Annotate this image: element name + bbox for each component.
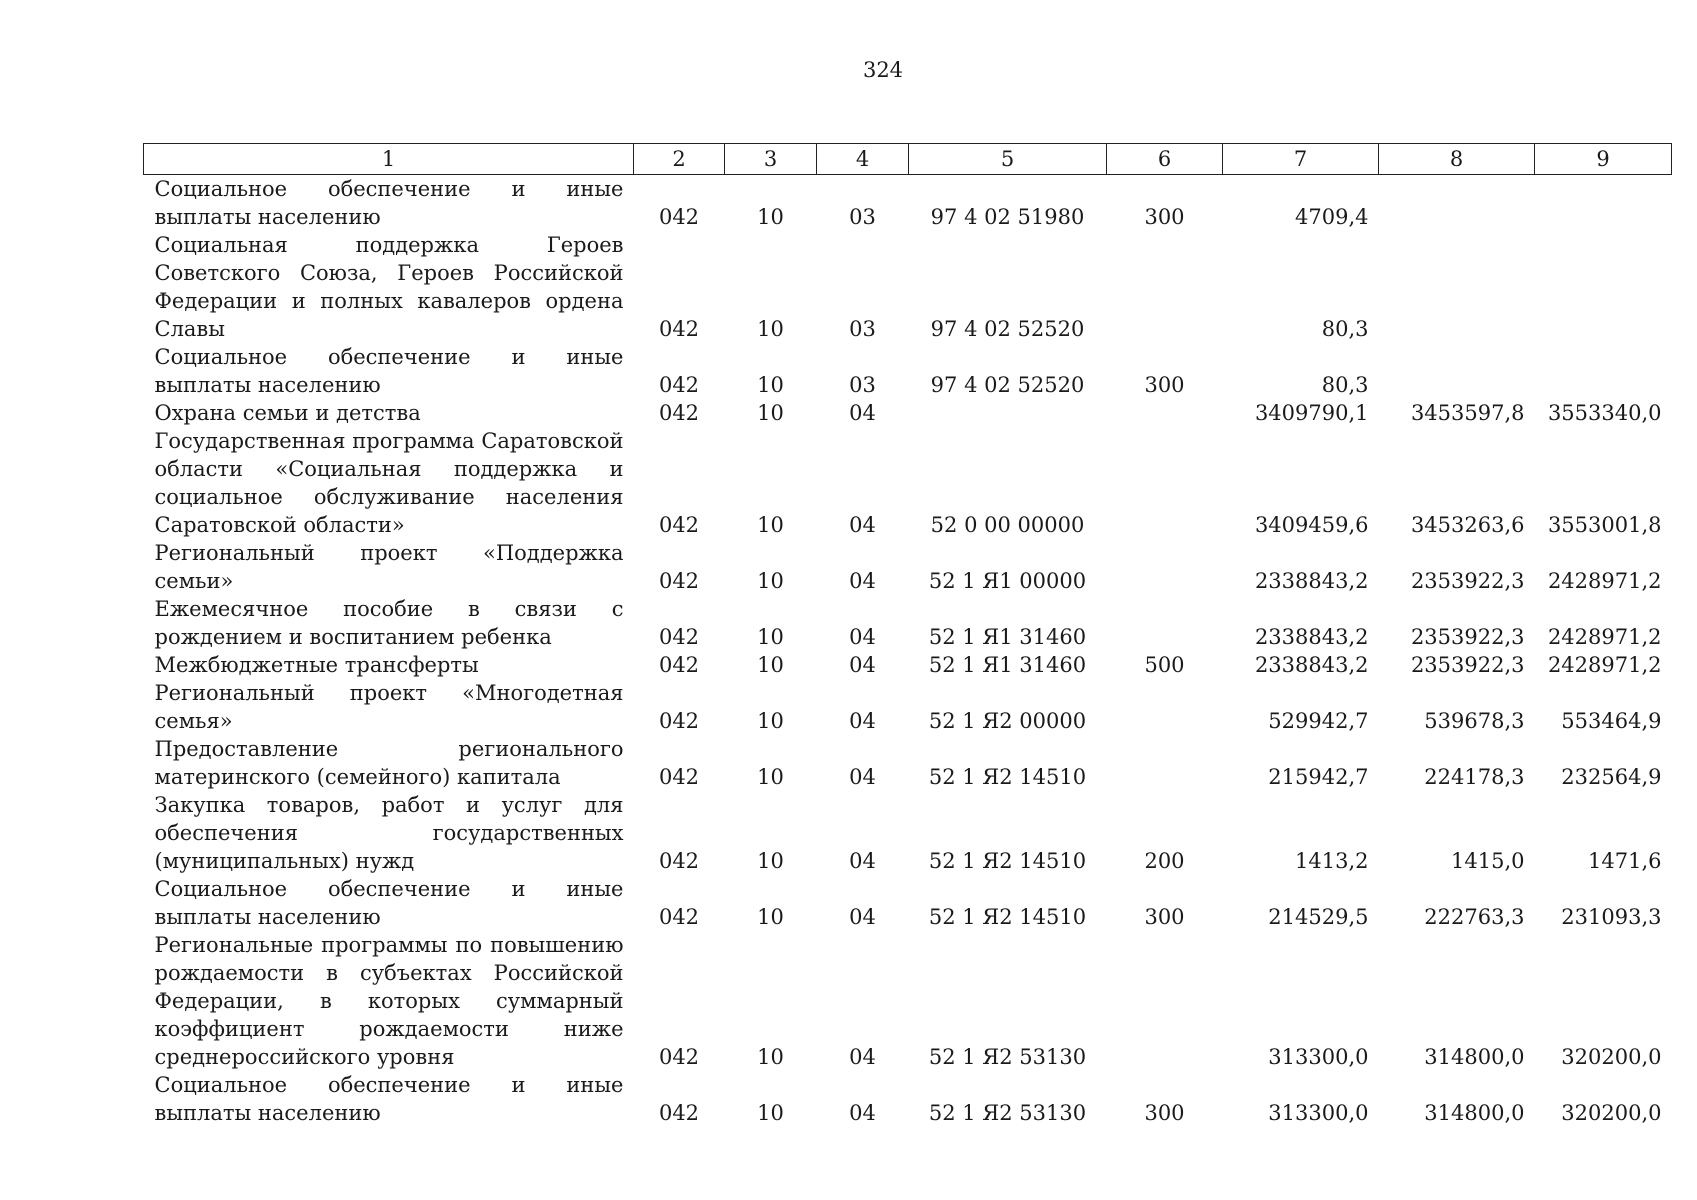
- item-name: Социальное обеспечение и иные выплаты населению: [154, 1073, 624, 1125]
- amount-col-7: 4709,4: [1295, 205, 1369, 229]
- table-row: [144, 791, 1672, 875]
- amount-col-7: 80,3: [1321, 373, 1369, 397]
- section-code: 10: [757, 765, 784, 789]
- section-code: 10: [757, 317, 784, 341]
- amount-col-7: 2338843,2: [1254, 653, 1369, 677]
- amount-col-8: 3453263,6: [1410, 513, 1525, 537]
- ministry-code: 042: [658, 905, 700, 929]
- amount-col-7: 2338843,2: [1254, 625, 1369, 649]
- subsection-code: 03: [849, 317, 876, 341]
- amount-col-9: 320200,0: [1561, 1101, 1662, 1125]
- item-name: Предоставление регионального материнского (семейного) капитала: [154, 737, 624, 789]
- target-article-code: 97 4 02 52520: [930, 373, 1085, 397]
- subsection-code: 04: [849, 513, 876, 537]
- table-header-row: [144, 144, 1672, 175]
- subsection-code: 04: [849, 653, 876, 677]
- amount-col-7: 313300,0: [1268, 1101, 1369, 1125]
- amount-col-9: 320200,0: [1561, 1045, 1662, 1069]
- table-row: [144, 735, 1672, 791]
- ministry-code: 042: [658, 401, 700, 425]
- ministry-code: 042: [658, 1101, 700, 1125]
- item-name: Закупка товаров, работ и услуг для обеспечения государственных (муниципальных) нужд: [154, 793, 624, 873]
- subsection-code: 04: [849, 401, 876, 425]
- amount-col-7: 3409790,1: [1254, 401, 1369, 425]
- amount-col-7: 1413,2: [1295, 849, 1369, 873]
- amount-col-9: [1535, 343, 1672, 399]
- amount-col-7: 80,3: [1321, 317, 1369, 341]
- expense-type-code: 300: [1144, 1101, 1185, 1125]
- column-header: 5: [909, 144, 1107, 175]
- section-code: 10: [757, 1101, 784, 1125]
- item-name: Государственная программа Саратовской области «Социальная поддержка и социальное обслуживание населения Саратовской области»: [154, 429, 624, 537]
- target-article-code: 52 1 Я2 00000: [928, 709, 1087, 733]
- section-code: 10: [757, 401, 784, 425]
- amount-col-8: 2353922,3: [1410, 653, 1525, 677]
- subsection-code: 03: [849, 205, 876, 229]
- subsection-code: 04: [849, 765, 876, 789]
- ministry-code: 042: [658, 849, 700, 873]
- ministry-code: 042: [658, 1045, 700, 1069]
- amount-col-8: [1379, 343, 1535, 399]
- amount-col-8: 314800,0: [1424, 1101, 1525, 1125]
- amount-col-8: [1379, 175, 1535, 232]
- item-name: Социальное обеспечение и иные выплаты населению: [154, 877, 624, 929]
- section-code: 10: [757, 373, 784, 397]
- expense-type-code: [1107, 679, 1223, 735]
- column-header: 1: [144, 144, 634, 175]
- target-article-code: 52 1 Я2 53130: [928, 1045, 1087, 1069]
- expense-type-code: [1107, 595, 1223, 651]
- ministry-code: 042: [658, 569, 700, 593]
- expense-type-code: [1107, 399, 1223, 427]
- amount-col-7: 313300,0: [1268, 1045, 1369, 1069]
- section-code: 10: [757, 569, 784, 593]
- amount-col-8: 224178,3: [1424, 765, 1525, 789]
- subsection-code: 04: [849, 849, 876, 873]
- target-article-code: 52 1 Я1 31460: [928, 625, 1087, 649]
- column-header: 9: [1535, 144, 1672, 175]
- item-name: Межбюджетные трансферты: [154, 653, 479, 677]
- ministry-code: 042: [658, 513, 700, 537]
- table-row: [144, 679, 1672, 735]
- table-row: [144, 539, 1672, 595]
- expense-type-code: [1107, 539, 1223, 595]
- table-row: [144, 399, 1672, 427]
- expense-type-code: [1107, 427, 1223, 539]
- amount-col-7: 215942,7: [1268, 765, 1369, 789]
- column-header: 2: [634, 144, 725, 175]
- item-name: Ежемесячное пособие в связи с рождением и воспитанием ребенка: [154, 597, 624, 649]
- ministry-code: 042: [658, 765, 700, 789]
- amount-col-7: 2338843,2: [1254, 569, 1369, 593]
- item-name: Региональные программы по повышению рождаемости в субъектах Российской Федерации, в которых суммарный коэффициент рождаемости ниже среднероссийского уровня: [154, 933, 624, 1069]
- amount-col-7: 214529,5: [1268, 905, 1369, 929]
- expense-type-code: [1107, 735, 1223, 791]
- table-row: [144, 875, 1672, 931]
- amount-col-7: 529942,7: [1268, 709, 1369, 733]
- section-code: 10: [757, 513, 784, 537]
- expense-type-code: 300: [1144, 905, 1185, 929]
- amount-col-9: 232564,9: [1561, 765, 1662, 789]
- item-name: Региональный проект «Поддержка семьи»: [154, 541, 624, 593]
- item-name: Региональный проект «Многодетная семья»: [154, 681, 624, 733]
- expense-type-code: 300: [1144, 373, 1185, 397]
- amount-col-9: 553464,9: [1561, 709, 1662, 733]
- section-code: 10: [757, 905, 784, 929]
- table-row: [144, 651, 1672, 679]
- ministry-code: 042: [658, 625, 700, 649]
- target-article-code: 52 1 Я2 14510: [928, 905, 1087, 929]
- subsection-code: 04: [849, 1045, 876, 1069]
- amount-col-9: 2428971,2: [1547, 653, 1662, 677]
- section-code: 10: [757, 653, 784, 677]
- amount-col-8: 314800,0: [1424, 1045, 1525, 1069]
- column-header: 3: [725, 144, 817, 175]
- amount-col-8: 2353922,3: [1410, 569, 1525, 593]
- amount-col-8: 2353922,3: [1410, 625, 1525, 649]
- target-article-code: 52 1 Я1 00000: [928, 569, 1087, 593]
- amount-col-9: [1535, 175, 1672, 232]
- subsection-code: 04: [849, 625, 876, 649]
- ministry-code: 042: [658, 709, 700, 733]
- item-name: Охрана семьи и детства: [154, 401, 421, 425]
- amount-col-9: [1535, 231, 1672, 343]
- amount-col-8: 3453597,8: [1410, 401, 1525, 425]
- ministry-code: 042: [658, 317, 700, 341]
- target-article-code: 52 1 Я2 14510: [928, 765, 1087, 789]
- item-name: Социальное обеспечение и иные выплаты населению: [154, 345, 624, 397]
- item-name: Социальная поддержка Героев Советского Союза, Героев Российской Федерации и полных кавалеров ордена Славы: [154, 233, 624, 341]
- target-article-code: 97 4 02 51980: [930, 205, 1085, 229]
- table-row: [144, 1071, 1672, 1127]
- target-article-code: 52 1 Я2 53130: [928, 1101, 1087, 1125]
- column-header: 6: [1107, 144, 1223, 175]
- column-header: 4: [817, 144, 909, 175]
- target-article-code: 52 0 00 00000: [930, 513, 1085, 537]
- expense-type-code: [1107, 931, 1223, 1071]
- column-header: 7: [1223, 144, 1379, 175]
- section-code: 10: [757, 205, 784, 229]
- amount-col-9: 2428971,2: [1547, 625, 1662, 649]
- amount-col-9: 231093,3: [1561, 905, 1662, 929]
- table-row: [144, 175, 1672, 232]
- amount-col-8: 539678,3: [1424, 709, 1525, 733]
- column-header: 8: [1379, 144, 1535, 175]
- target-article-code: 97 4 02 52520: [930, 317, 1085, 341]
- table-row: [144, 595, 1672, 651]
- expense-type-code: 200: [1144, 849, 1185, 873]
- target-article-code: [909, 399, 1107, 427]
- table-row: [144, 231, 1672, 343]
- section-code: 10: [757, 849, 784, 873]
- ministry-code: 042: [658, 205, 700, 229]
- subsection-code: 04: [849, 1101, 876, 1125]
- expense-type-code: 500: [1144, 653, 1185, 677]
- amount-col-7: 3409459,6: [1254, 513, 1369, 537]
- subsection-code: 04: [849, 905, 876, 929]
- ministry-code: 042: [658, 653, 700, 677]
- section-code: 10: [757, 709, 784, 733]
- table-row: [144, 427, 1672, 539]
- target-article-code: 52 1 Я2 14510: [928, 849, 1087, 873]
- budget-table: [143, 143, 1672, 1127]
- amount-col-9: 1471,6: [1588, 849, 1662, 873]
- item-name: Социальное обеспечение и иные выплаты населению: [154, 177, 624, 229]
- section-code: 10: [757, 625, 784, 649]
- subsection-code: 04: [849, 569, 876, 593]
- table-row: [144, 931, 1672, 1071]
- expense-type-code: [1107, 231, 1223, 343]
- amount-col-9: 3553340,0: [1547, 401, 1662, 425]
- ministry-code: 042: [658, 373, 700, 397]
- amount-col-8: 1415,0: [1451, 849, 1525, 873]
- page-number: 324: [862, 58, 904, 82]
- target-article-code: 52 1 Я1 31460: [928, 653, 1087, 677]
- expense-type-code: 300: [1144, 205, 1185, 229]
- amount-col-8: [1379, 231, 1535, 343]
- amount-col-9: 2428971,2: [1547, 569, 1662, 593]
- amount-col-9: 3553001,8: [1547, 513, 1662, 537]
- subsection-code: 03: [849, 373, 876, 397]
- amount-col-8: 222763,3: [1424, 905, 1525, 929]
- table-row: [144, 343, 1672, 399]
- section-code: 10: [757, 1045, 784, 1069]
- subsection-code: 04: [849, 709, 876, 733]
